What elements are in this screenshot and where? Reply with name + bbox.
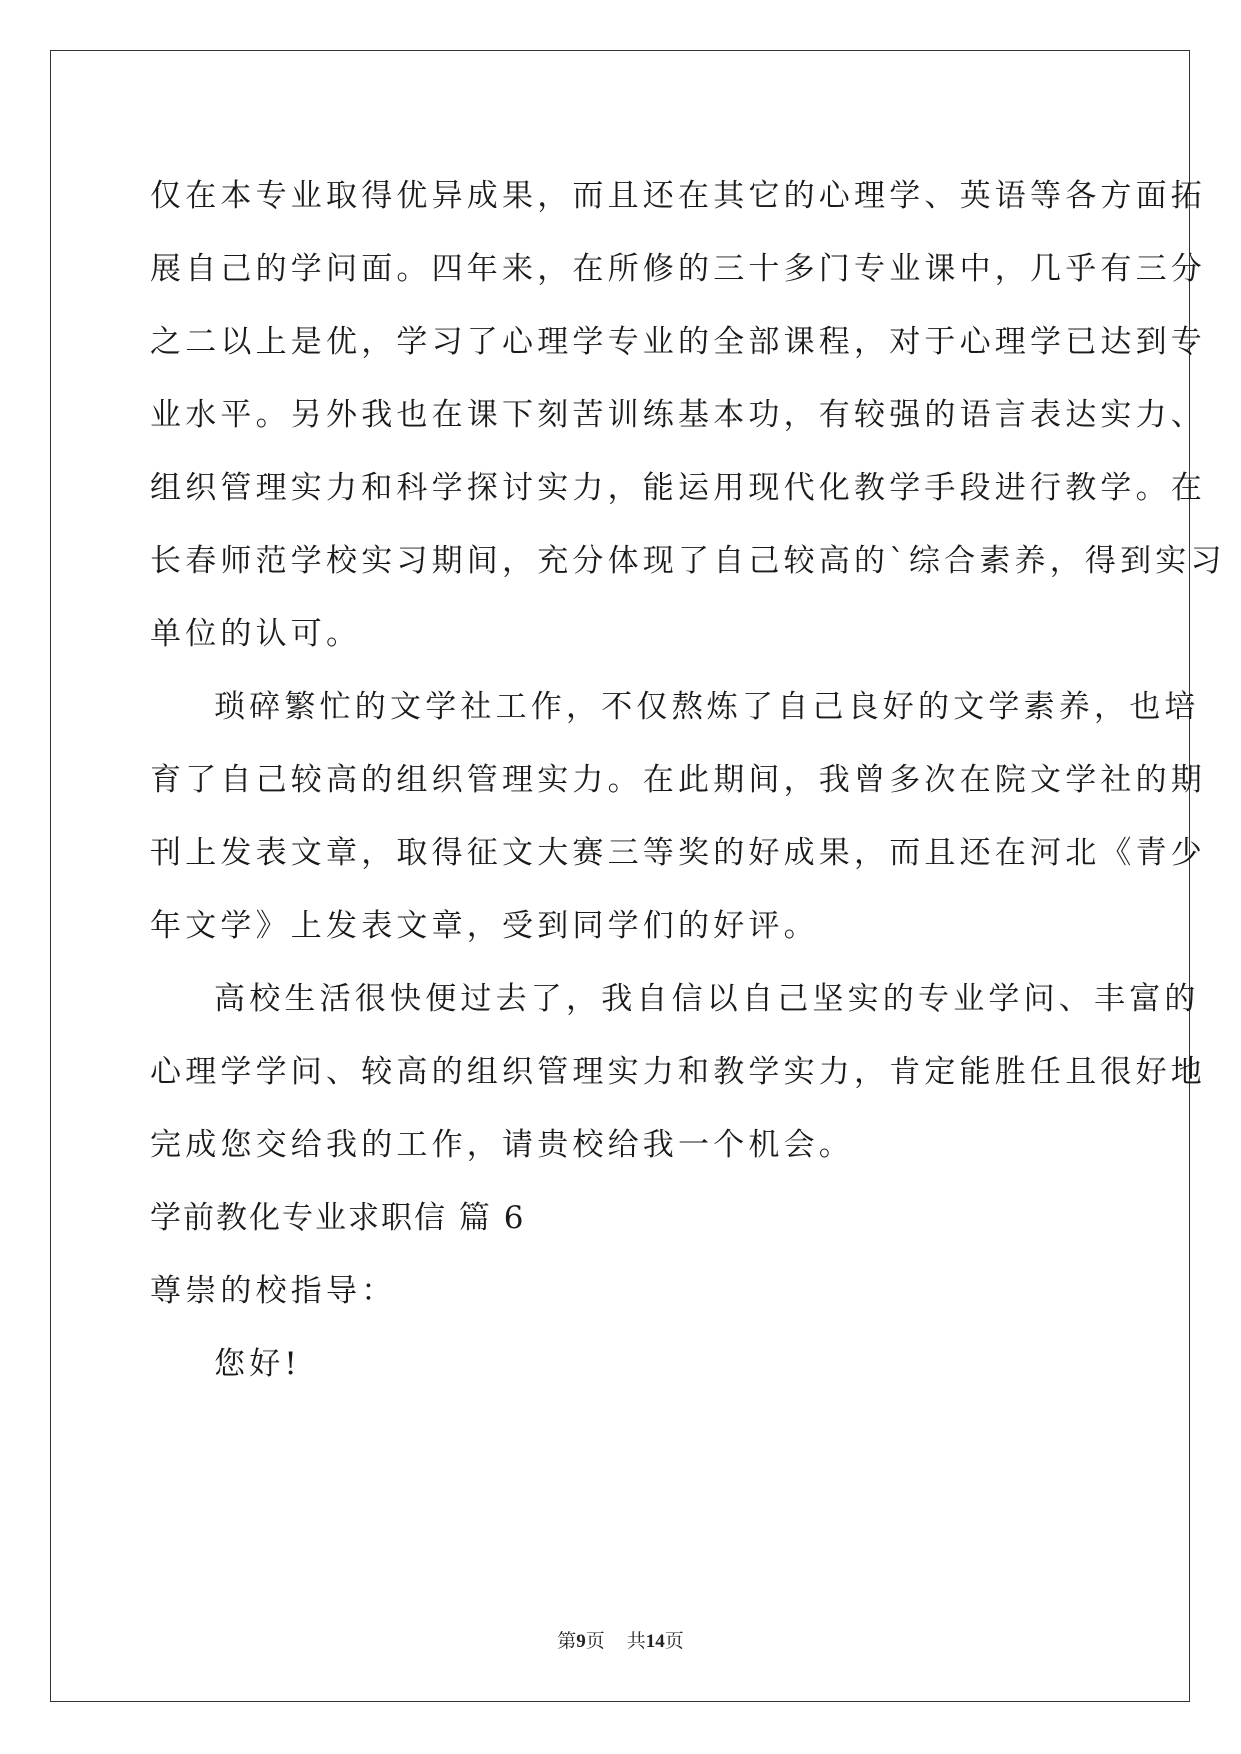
paragraph-line: 组织管理实力和科学探讨实力，能运用现代化教学手段进行教学。在 xyxy=(150,470,1206,506)
paragraph-line: 琐碎繁忙的文学社工作，不仅熬炼了自己良好的文学素养，也培 xyxy=(214,689,1200,725)
section-heading: 学前教化专业求职信 篇 6 xyxy=(150,1200,526,1236)
paragraph-line: 完成您交给我的工作，请贵校给我一个机会。 xyxy=(150,1127,854,1163)
paragraph-line: 展自己的学问面。四年来，在所修的三十多门专业课中，几乎有三分 xyxy=(150,251,1206,287)
footer-total-suffix: 页 xyxy=(664,1631,684,1652)
greeting: 您好! xyxy=(214,1346,302,1382)
paragraph-line: 刊上发表文章，取得征文大赛三等奖的好成果，而且还在河北《青少 xyxy=(150,835,1206,871)
paragraph-line: 年文学》上发表文章，受到同学们的好评。 xyxy=(150,908,819,944)
paragraph-line: 高校生活很快便过去了，我自信以自己坚实的专业学问、丰富的 xyxy=(214,981,1200,1017)
footer-prefix: 第 xyxy=(557,1631,577,1652)
salutation: 尊崇的校指导： xyxy=(150,1273,397,1309)
footer-page-number: 9 xyxy=(576,1631,586,1652)
page-footer xyxy=(0,1626,1241,1653)
paragraph-line: 单位的认可。 xyxy=(150,616,362,652)
footer-total-prefix: 共 xyxy=(626,1631,646,1652)
paragraph-line: 仅在本专业取得优异成果，而且还在其它的心理学、英语等各方面拓 xyxy=(150,178,1206,214)
document-body xyxy=(150,160,1226,1401)
paragraph-line: 长春师范学校实习期间，充分体现了自己较高的`综合素养，得到实习 xyxy=(150,543,1226,579)
paragraph-line: 育了自己较高的组织管理实力。在此期间，我曾多次在院文学社的期 xyxy=(150,762,1206,798)
footer-total-pages: 14 xyxy=(645,1631,665,1652)
paragraph-line: 业水平。另外我也在课下刻苦训练基本功，有较强的语言表达实力、 xyxy=(150,397,1206,433)
paragraph-line: 之二以上是优，学习了心理学专业的全部课程，对于心理学已达到专 xyxy=(150,324,1206,360)
footer-page-suffix: 页 xyxy=(585,1631,605,1652)
paragraph-line: 心理学学问、较高的组织管理实力和教学实力，肯定能胜任且很好地 xyxy=(150,1054,1206,1090)
